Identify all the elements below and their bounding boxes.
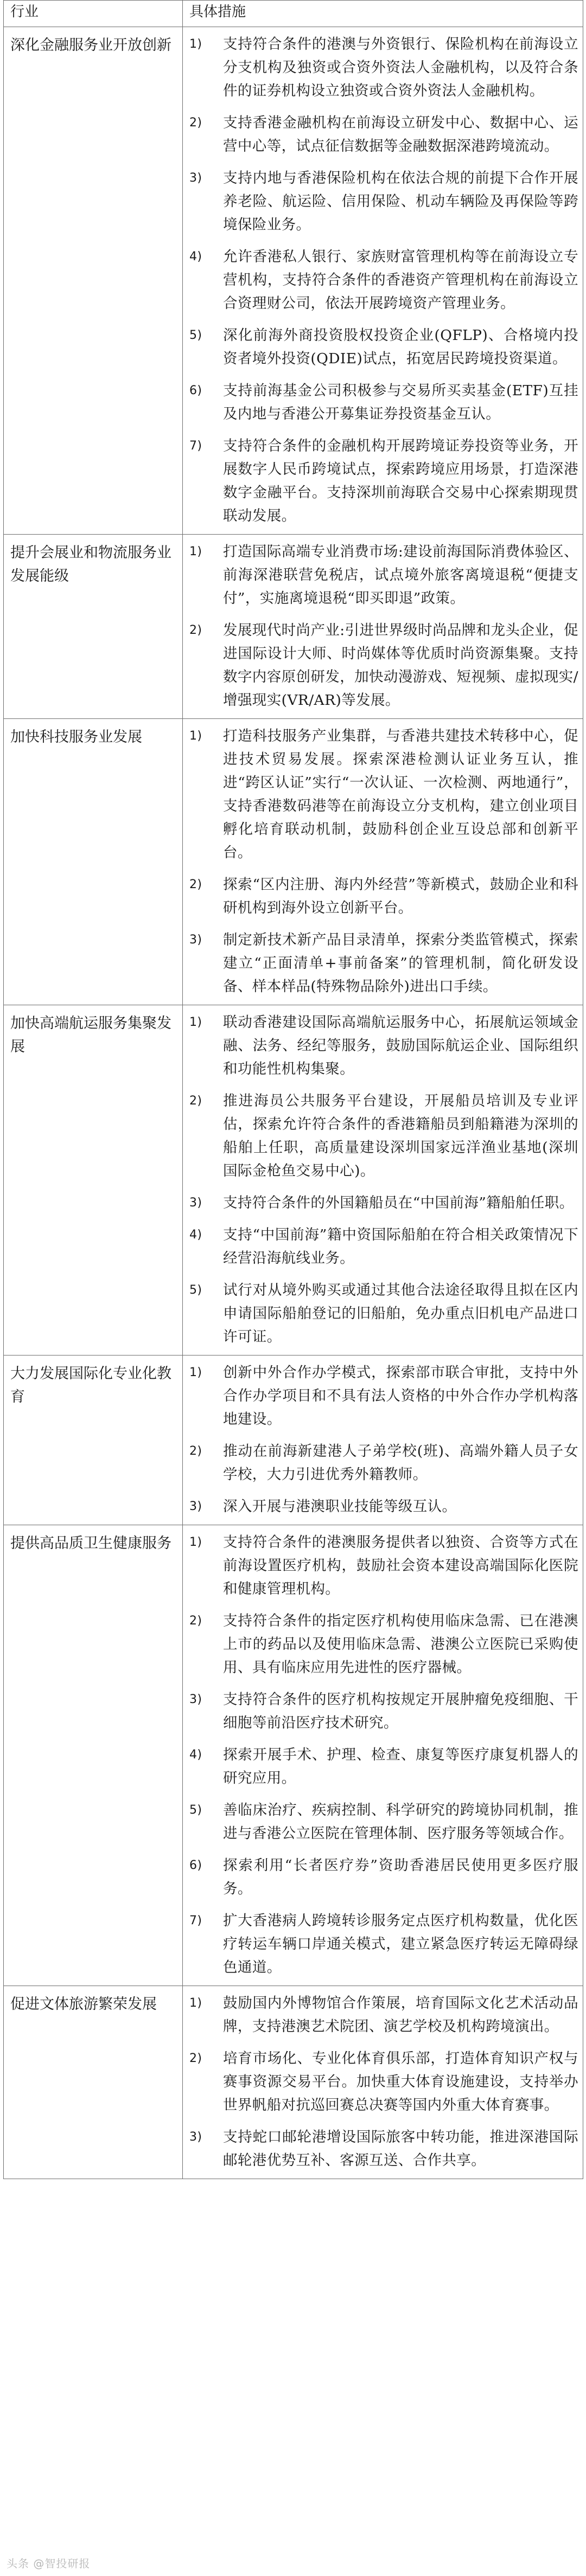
measure-item-number: 3) [189, 171, 202, 185]
measure-item-text: 打造科技服务产业集群，与香港共建技术转移中心，促进技术贸易发展。探索深港检测认证业务互认，推进“跨区认证”实行“一次认证、一次检测、两地通行”，支持香港数码港等在前海设立分支机构，建立创业项目孵化培育联动机制，鼓励科创企业互设总部和创新平台。 [223, 728, 578, 861]
industry-cell: 促进文体旅游繁荣发展 [4, 1986, 183, 2179]
measure-item-text: 深入开展与港澳职业技能等级互认。 [223, 1498, 457, 1515]
measure-item-number: 2) [189, 1094, 202, 1108]
table-row [4, 1986, 583, 2179]
measure-item [187, 2125, 578, 2172]
measure-item-number: 3) [189, 1500, 202, 1513]
measure-item-number: 5) [189, 329, 202, 342]
measure-item-number: 1) [189, 729, 202, 743]
measure-item [187, 1440, 578, 1486]
measure-item-number: 6) [189, 384, 202, 397]
measure-item-text: 试行对从境外购买或通过其他合法途径取得且拟在区内申请国际船舶登记的旧船舶，免办重点旧机电产品进口许可证。 [223, 1282, 578, 1345]
industry-cell: 提供高品质卫生健康服务 [4, 1525, 183, 1986]
watermark: 头条 @智投研报 [7, 2557, 91, 2570]
measure-item-number: 3) [189, 2130, 202, 2144]
measure-item [187, 1223, 578, 1270]
measure-item [187, 434, 578, 528]
measure-item-number: 7) [189, 439, 202, 453]
measure-item-text: 善临床治疗、疾病控制、科学研究的跨境协同机制，推进与香港公立医院在管理体制、医疗服务等领域合作。 [223, 1802, 578, 1842]
measure-item-number: 1) [189, 1996, 202, 2010]
measure-item-text: 支持内地与香港保险机构在依法合规的前提下合作开展养老险、航运险、信用保险、机动车辆险及再保险等跨境保险业务。 [223, 170, 578, 233]
measures-cell [183, 27, 583, 535]
measure-item-text: 支持符合条件的金融机构开展跨境证券投资等业务，开展数字人民币跨境试点，探索跨境应用场景，打造深港数字金融平台。支持深圳前海联合交易中心探索期现贯联动发展。 [223, 438, 578, 524]
table-row [4, 1005, 583, 1356]
measure-item-number: 5) [189, 1803, 202, 1817]
measure-item-text: 推进海员公共服务平台建设，开展船员培训及专业评估，探索允许符合条件的香港籍船员到船籍港为深圳的船舶上任职，高质量建设深圳国家远洋渔业基地(深圳国际金枪鱼交易中心)。 [223, 1093, 578, 1179]
measure-item-number: 1) [189, 1016, 202, 1029]
measure-item-text: 允许香港私人银行、家族财富管理机构等在前海设立专营机构，支持符合条件的香港资产管理机构在前海设立合资理财公司，依法开展跨境资产管理业务。 [223, 248, 578, 312]
industry-cell: 深化金融服务业开放创新 [4, 27, 183, 535]
measure-item [187, 1609, 578, 1679]
measure-item-number: 1) [189, 37, 202, 51]
measure-item-text: 支持符合条件的港澳服务提供者以独资、合资等方式在前海设置医疗机构，鼓励社会资本建设高端国际化医院和健康管理机构。 [223, 1534, 578, 1597]
measure-item [187, 1089, 578, 1183]
measure-item-number: 2) [189, 624, 202, 637]
measure-item-text: 支持符合条件的指定医疗机构使用临床急需、已在港澳上市的药品以及使用临床急需、港澳公立医院已采购使用、具有临床应用先进性的医疗器械。 [223, 1613, 578, 1676]
measures-column-header: 具体措施 [183, 1, 583, 27]
measure-item [187, 724, 578, 864]
measure-item [187, 1688, 578, 1735]
measure-item-number: 2) [189, 1614, 202, 1628]
measure-item-number: 2) [189, 2052, 202, 2065]
measure-item-number: 3) [189, 1693, 202, 1706]
table-row [4, 535, 583, 719]
measure-item [187, 245, 578, 315]
measure-item [187, 1191, 578, 1215]
measure-item [187, 1992, 578, 2038]
measure-item-number: 1) [189, 1366, 202, 1379]
measure-item [187, 1011, 578, 1081]
industry-cell: 大力发展国际化专业化教育 [4, 1356, 183, 1525]
measure-item-text: 支持符合条件的医疗机构按规定开展肿瘤免疫细胞、干细胞等前沿医疗技术研究。 [223, 1691, 578, 1731]
measure-item-text: 创新中外合作办学模式，探索部市联合审批，支持中外合作办学项目和不具有法人资格的中外合作办学机构落地建设。 [223, 1364, 578, 1428]
table-row [4, 719, 583, 1005]
measure-item [187, 111, 578, 158]
measure-item-text: 支持前海基金公司积极参与交易所买卖基金(ETF)互挂及内地与香港公开募集证券投资基金互认。 [223, 382, 578, 422]
measure-item-number: 4) [189, 250, 202, 264]
measure-item-text: 推动在前海新建港人子弟学校(班)、高端外籍人员子女学校，大力引进优秀外籍教师。 [223, 1443, 578, 1483]
measure-item [187, 1279, 578, 1348]
measure-item [187, 166, 578, 236]
measure-item-text: 探索开展手术、护理、检查、康复等医疗康复机器人的研究应用。 [223, 1746, 578, 1787]
measures-cell [183, 1356, 583, 1525]
measure-item-number: 3) [189, 933, 202, 947]
measure-item-number: 1) [189, 545, 202, 558]
measure-item [187, 1798, 578, 1845]
measure-item-text: 打造国际高端专业消费市场:建设前海国际消费体验区、前海深港联营免税店，试点境外旅客离境退税“便捷支付”，实施离境退税“即买即退”政策。 [223, 543, 578, 607]
measure-item [187, 33, 578, 102]
measure-item-text: 探索“区内注册、海内外经营”等新模式，鼓励企业和科研机构到海外设立创新平台。 [223, 876, 578, 916]
measure-item [187, 1909, 578, 1979]
measure-item-text: 探索利用“长者医疗券”资助香港居民使用更多医疗服务。 [223, 1857, 578, 1897]
measure-item [187, 2047, 578, 2117]
policy-table [3, 0, 583, 2179]
measure-item-number: 2) [189, 1444, 202, 1458]
measure-item-text: 联动香港建设国际高端航运服务中心，拓展航运领域金融、法务、经纪等服务，鼓励国际航运企业、国际组织和功能性机构集聚。 [223, 1014, 578, 1077]
measure-item-text: 培育市场化、专业化体育俱乐部，打造体育知识产权与赛事资源交易平台。加快重大体育设施建设，支持举办世界帆船对抗巡回赛总决赛等国内外重大体育赛事。 [223, 2050, 578, 2114]
measure-item [187, 1495, 578, 1518]
measure-item [187, 928, 578, 998]
measure-item-number: 4) [189, 1228, 202, 1242]
measure-item-number: 3) [189, 1196, 202, 1210]
measure-item-number: 5) [189, 1283, 202, 1297]
measure-item-text: 发展现代时尚产业:引进世界级时尚品牌和龙头企业，促进国际设计大师、时尚媒体等优质时尚资源集聚。支持数字内容原创研发，加快动漫游戏、短视频、虚拟现实/增强现实(VR/AR)等发展。 [223, 622, 578, 709]
measures-cell [183, 1986, 583, 2179]
table-row [4, 1525, 583, 1986]
measure-item-number: 7) [189, 1914, 202, 1928]
measures-cell [183, 719, 583, 1005]
measure-item-text: 支持蛇口邮轮港增设国际旅客中转功能，推进深港国际邮轮港优势互补、客源互送、合作共享。 [223, 2129, 578, 2169]
measure-item [187, 1854, 578, 1900]
measure-item [187, 1743, 578, 1790]
measures-cell [183, 1525, 583, 1986]
measure-item [187, 324, 578, 370]
table-row [4, 1356, 583, 1525]
measure-item-text: 支持符合条件的外国籍船员在“中国前海”籍船舶任职。 [223, 1194, 574, 1211]
measure-item [187, 1361, 578, 1431]
industry-cell: 提升会展业和物流服务业发展能级 [4, 535, 183, 719]
measure-item [187, 540, 578, 610]
measures-cell [183, 535, 583, 719]
measures-cell [183, 1005, 583, 1356]
measure-item-text: 扩大香港病人跨境转诊服务定点医疗机构数量，优化医疗转运车辆口岸通关模式，建立紧急医疗转运无障碍绿色通道。 [223, 1912, 578, 1976]
measure-item-text: 深化前海外商投资股权投资企业(QFLP)、合格境内投资者境外投资(QDIE)试点，拓宽居民跨境投资渠道。 [223, 327, 578, 367]
table-row [4, 27, 583, 535]
measure-item-text: 支持“中国前海”籍中资国际船舶在符合相关政策情况下经营沿海航线业务。 [223, 1226, 578, 1267]
measure-item [187, 1531, 578, 1601]
measure-item [187, 873, 578, 920]
measure-item-number: 2) [189, 878, 202, 891]
measure-item [187, 379, 578, 426]
measure-item-number: 6) [189, 1859, 202, 1872]
table-header-row [4, 1, 583, 27]
measure-item-text: 支持符合条件的港澳与外资银行、保险机构在前海设立分支机构及独资或合资外资法人金融机构，以及符合条件的证券机构设立独资或合资外资法人金融机构。 [223, 36, 578, 99]
industry-cell: 加快科技服务业发展 [4, 719, 183, 1005]
measure-item-number: 2) [189, 116, 202, 130]
measure-item-text: 制定新技术新产品目录清单，探索分类监管模式，探索建立“正面清单+事前备案”的管理机制，简化研发设备、样本样品(特殊物品除外)进出口手续。 [223, 932, 578, 995]
measure-item [187, 619, 578, 712]
industry-cell: 加快高端航运服务集聚发展 [4, 1005, 183, 1356]
measure-item-text: 鼓励国内外博物馆合作策展，培育国际文化艺术活动品牌，支持港澳艺术院团、演艺学校及机构跨境演出。 [223, 1995, 578, 2035]
table-body [4, 27, 583, 2179]
measure-item-number: 4) [189, 1748, 202, 1762]
industry-column-header: 行业 [4, 1, 183, 27]
measure-item-text: 支持香港金融机构在前海设立研发中心、数据中心、运营中心等，试点征信数据等金融数据深港跨境流动。 [223, 114, 578, 155]
measure-item-number: 1) [189, 1536, 202, 1549]
